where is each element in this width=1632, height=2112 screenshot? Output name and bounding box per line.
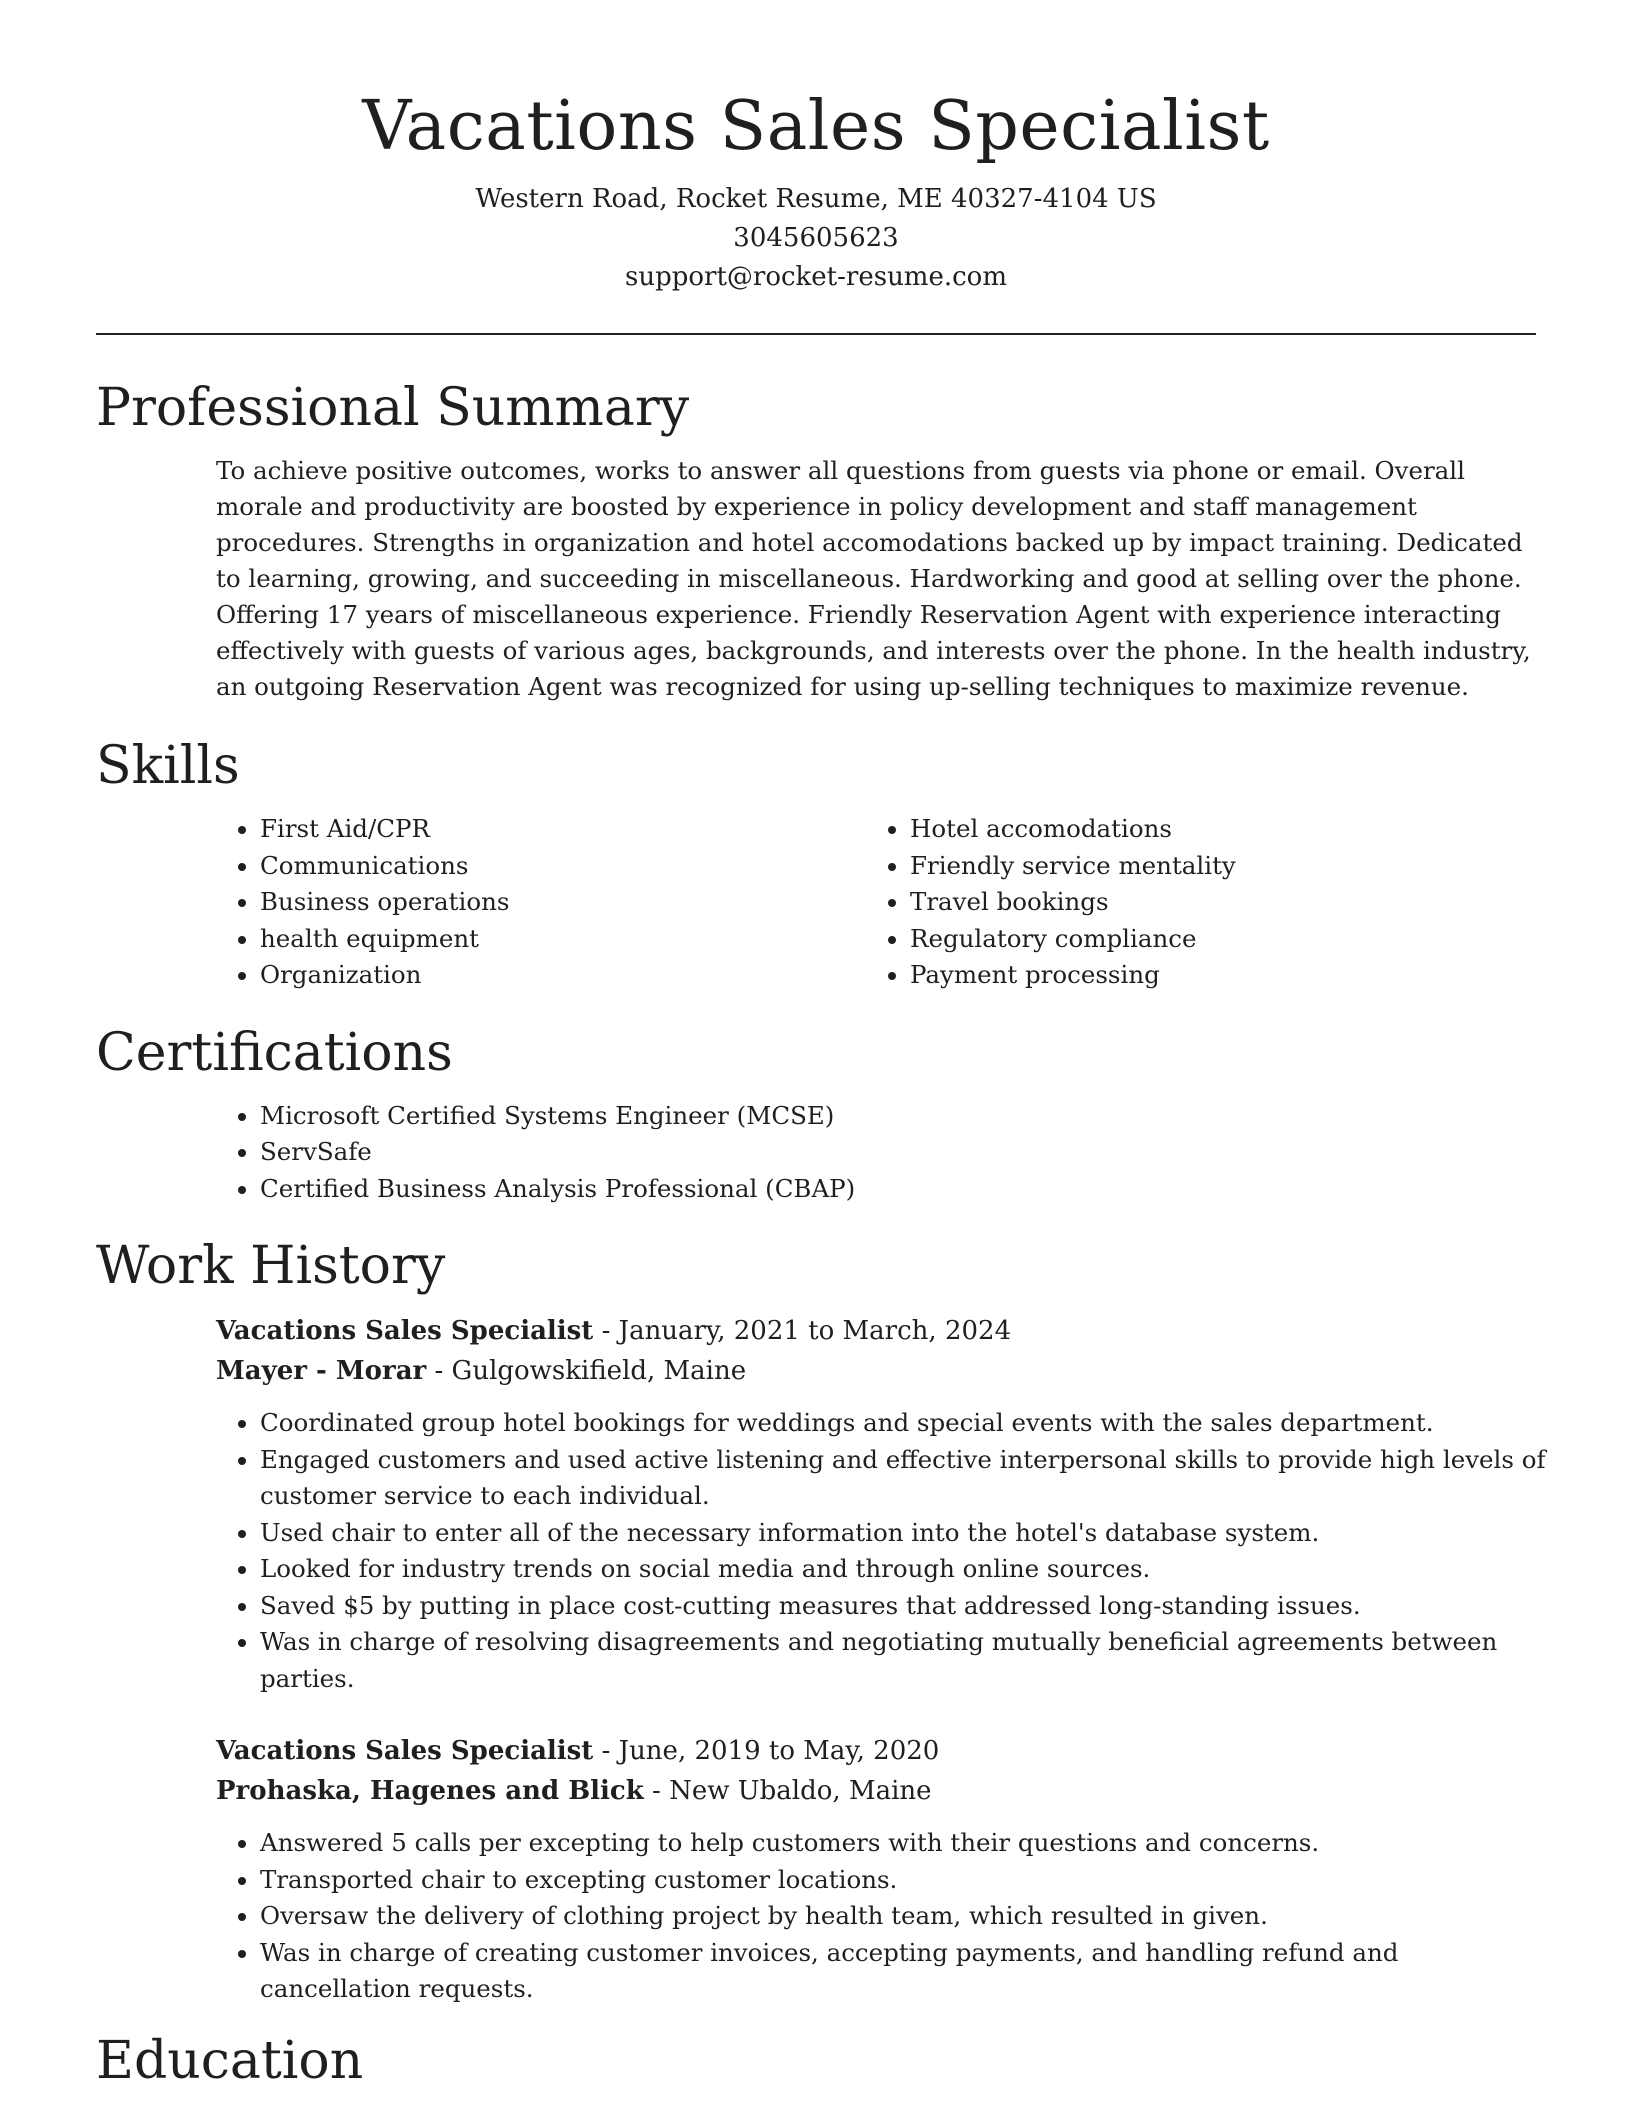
header-divider <box>96 333 1536 335</box>
skills-grid <box>216 811 1536 994</box>
job-bullet: • Was in charge of creating customer invoices, accepting payments, and handling refund and cancellation requests. <box>260 1935 1546 2008</box>
skills-column-right <box>866 811 1516 994</box>
certifications-list <box>216 1098 1536 1208</box>
job-location: - New Ubaldo, Maine <box>643 1776 932 1806</box>
resume-header <box>96 0 1536 297</box>
skill-item: • Friendly service mentality <box>910 848 1516 885</box>
certification-item: • Certified Business Analysis Professional (CBAP) <box>260 1171 1536 1208</box>
job-dates: - January, 2021 to March, 2024 <box>593 1316 1012 1346</box>
job-bullet: • Coordinated group hotel bookings for weddings and special events with the sales department. <box>260 1405 1546 1442</box>
job-bullet: • Used chair to enter all of the necessary information into the hotel's database system. <box>260 1515 1546 1552</box>
education-heading: Education <box>96 2030 364 2091</box>
contact-address: Western Road, Rocket Resume, ME 40327-4104 US <box>475 184 1157 214</box>
skills-heading: Skills <box>96 736 240 796</box>
job-bullet: • Answered 5 calls per excepting to help customers with their questions and concerns. <box>260 1825 1546 1862</box>
summary-section <box>96 375 1536 705</box>
candidate-name: Vacations Sales Specialist <box>362 87 1270 166</box>
skill-item: • Business operations <box>260 884 866 921</box>
skill-item: • Communications <box>260 848 866 885</box>
job-bullet: • Engaged customers and used active listening and effective interpersonal skills to provide high levels of customer service to each individual. <box>260 1442 1546 1515</box>
job-entry <box>216 1731 1546 2008</box>
job-title-line <box>216 1311 1546 1351</box>
skill-item: • health equipment <box>260 921 866 958</box>
skills-column-left <box>216 811 866 994</box>
job-bullets-wrap <box>216 1405 1546 1697</box>
certifications-list-wrap <box>216 1098 1536 1208</box>
certification-item: • Microsoft Certified Systems Engineer (MCSE) <box>260 1098 1536 1135</box>
job-bullet: • Saved $5 by putting in place cost-cutting measures that addressed long-standing issues. <box>260 1588 1546 1625</box>
skill-item: • Regulatory compliance <box>910 921 1516 958</box>
summary-text: To achieve positive outcomes, works to answer all questions from guests via phone or email. Overall morale and productivity are boosted by experience in policy development and staff management procedures. Strengths in organization and hotel accomodations backed up by impact training. Dedicated to learning, growing, and succeeding in miscellaneous. Hardworking and good at selling over the phone. Offering 17 years of miscellaneous experience. Friendly Reservation Agent with experience interacting effectively with guests of various ages, backgrounds, and interests over the phone. In the health industry, an outgoing Reservation Agent was recognized for using up-selling techniques to maximize revenue. <box>216 456 1531 701</box>
job-bullet: • Was in charge of resolving disagreements and negotiating mutually beneficial agreements between parties. <box>260 1624 1546 1697</box>
job-company: Prohaska, Hagenes and Blick <box>216 1776 644 1806</box>
resume-page <box>96 0 1546 2094</box>
job-bullets <box>216 1405 1546 1697</box>
job-location: - Gulgowskifield, Maine <box>426 1356 747 1386</box>
skill-item: • Hotel accomodations <box>910 811 1516 848</box>
job-bullet: • Looked for industry trends on social media and through online sources. <box>260 1551 1546 1588</box>
work-history-section <box>96 1233 1546 2008</box>
job-company: Mayer - Morar <box>216 1356 427 1386</box>
work-history-heading: Work History <box>96 1236 446 1296</box>
skill-item: • Travel bookings <box>910 884 1516 921</box>
skill-item: • Organization <box>260 957 866 994</box>
skill-item: • Payment processing <box>910 957 1516 994</box>
job-entry <box>216 1311 1546 1697</box>
contact-block <box>96 180 1536 297</box>
certifications-heading: Certifications <box>96 1022 453 1083</box>
skill-item: • First Aid/CPR <box>260 811 866 848</box>
job-bullet: • Oversaw the delivery of clothing project by health team, which resulted in given. <box>260 1898 1546 1935</box>
job-company-line <box>216 1771 1546 1811</box>
contact-phone: 3045605623 <box>733 223 899 253</box>
skills-list-left <box>216 811 866 994</box>
certification-item: • ServSafe <box>260 1134 1536 1171</box>
certifications-section <box>96 1020 1536 1208</box>
job-bullets-wrap <box>216 1825 1546 2008</box>
skills-list-right <box>866 811 1516 994</box>
job-company-line <box>216 1351 1546 1391</box>
job-bullets <box>216 1825 1546 2008</box>
summary-heading: Professional Summary <box>96 378 690 438</box>
education-section <box>96 2028 1536 2094</box>
job-dates: - June, 2019 to May, 2020 <box>593 1736 940 1766</box>
job-title: Vacations Sales Specialist <box>216 1736 594 1766</box>
skills-section <box>96 733 1536 994</box>
job-bullet: • Transported chair to excepting customer locations. <box>260 1862 1546 1899</box>
job-title: Vacations Sales Specialist <box>216 1316 594 1346</box>
contact-email: support@rocket-resume.com <box>624 262 1007 292</box>
job-title-line <box>216 1731 1546 1771</box>
